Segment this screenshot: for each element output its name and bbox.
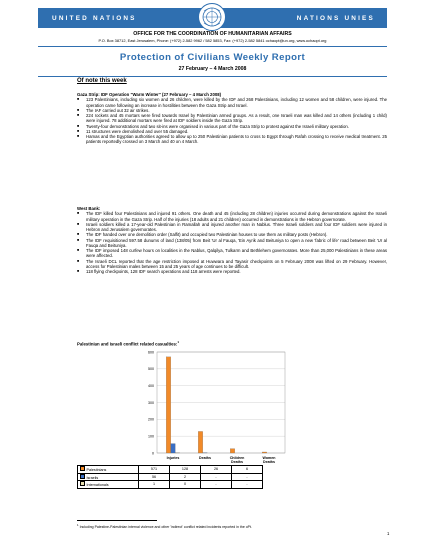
palestinians-swatch <box>80 466 85 471</box>
x-category-label: Deaths <box>231 460 243 465</box>
internationals-swatch <box>80 481 85 486</box>
series-name-internationals: Internationals <box>86 483 109 488</box>
table-cell: 2 <box>170 473 201 481</box>
gaza-bullet-list <box>77 97 387 144</box>
casualties-data-table <box>77 465 263 489</box>
westbank-lead: West Bank: <box>77 206 101 211</box>
y-tick-label: 500 <box>148 367 154 372</box>
footnote <box>77 523 387 529</box>
list-item: ■ The IAF carried out 32 air strikes. <box>77 108 387 113</box>
header-divider <box>38 46 387 47</box>
list-item: ■ The IDF killed four Palestinians and injured 91 others. One death and 45 (including 28 children) injuries occurred during demonstrations against the Israeli military operation in the Gaza Strip. Half of the injuries (18 adults and 21 children) occurred in demonstrations in the Hebron governorate. <box>77 211 387 222</box>
gaza-section <box>77 92 387 145</box>
y-tick-label: 300 <box>148 400 154 405</box>
table-cell: 128 <box>170 466 201 474</box>
office-name: OFFICE FOR THE COORDINATION OF HUMANITARIAN AFFAIRS <box>133 31 292 37</box>
chart-intro-footnote-ref: 1 <box>177 340 179 344</box>
x-category-label: Injuries <box>166 456 180 460</box>
footnote-text: Including Palestine-Palestinian internal violence and other 'indirect' conflict related incidents reported in the oPt. <box>79 525 252 530</box>
list-item: ■ The Israeli DCL reported that the age restriction imposed at Huwwara and Tayasir checkpoints on 5 February 2008 was lifted on 29 February. However, access for Palestinian males between 15 and 25 years of age continues to be difficult. <box>77 259 387 270</box>
westbank-section <box>77 206 387 274</box>
un-emblem-icon <box>198 3 226 31</box>
series-name-israelis: Israelis <box>86 475 99 480</box>
table-cell <box>78 466 139 474</box>
list-item: ■ The IDF imposed 148 curfew hours on localities in the Nablus, Qalqilya, Tulkarm and Bethlehem governorates. More than 25,000 Palestinians in these areas were affected. <box>77 248 387 259</box>
westbank-bullet-list <box>77 211 387 274</box>
y-tick-label: 0 <box>152 451 154 456</box>
list-item: ■ Twenty-four demonstrations and two sit-ins were organised in various part of the Gaza Strip to protest against the Israeli military operation. <box>77 124 387 129</box>
list-item: ■ Hamas and the Egyptian authorities agreed to allow up to 250 Palestinian patients to cross to Egypt through Rafah crossing to receive medical treatment. 25 patients reportedly crossed on 3 March and 40 on 4 March. <box>77 134 387 145</box>
office-address: P.O. Box 38712, East Jerusalem, Phone: (+972) 2-582 9962 / 582 5853, Fax: (+972) 2-582 5841 ochaopt@un.org, www.ochaopt.org <box>98 38 327 43</box>
un-name-french: NATIONS UNIES <box>296 15 375 22</box>
list-item: ■ 11 structures were demolished and over 55 damaged. <box>77 129 387 134</box>
bar <box>230 449 235 453</box>
table-row <box>78 473 263 481</box>
bar <box>198 431 203 453</box>
page-number: 1 <box>387 531 390 536</box>
y-tick-label: 100 <box>148 434 154 439</box>
bar <box>262 452 267 453</box>
table-cell: - <box>201 481 232 489</box>
table-row <box>78 481 263 489</box>
x-category-label: Deaths <box>263 460 275 465</box>
table-cell: 571 <box>139 466 170 474</box>
table-cell: - <box>232 473 263 481</box>
chart-intro <box>77 340 387 347</box>
israelis-swatch <box>80 474 85 479</box>
y-tick-label: 600 <box>148 350 154 355</box>
list-item: ■ 118 flying checkpoints, 128 IDF search operations and 118 arrests were reported. <box>77 269 387 274</box>
y-tick-label: 400 <box>148 383 154 388</box>
list-item: ■ The IDF handed over one demolition order (Salfit) and occupied two Palestinian houses to use them as military posts (Hebron). <box>77 232 387 237</box>
list-item: ■ The IDF requisitioned 597.58 dunums of land (138/05) from Beit 'Ur al Fauqa, 'Ein Ayrik and Beituniya to open a new 'fabric of life' road between Beit 'Ur al Fauqa and Beituniya. <box>77 238 387 249</box>
footnote-divider <box>77 520 157 521</box>
x-category-label: Deaths <box>199 456 211 460</box>
chart-intro-text: Palestinian and Israeli conflict related casualties: <box>77 341 178 347</box>
title-divider <box>38 76 387 77</box>
table-cell: 26 <box>201 466 232 474</box>
report-title: Protection of Civilians Weekly Report <box>119 52 306 63</box>
list-item: ■ 224 rockets and 45 mortars were fired towards Israel by Palestinian armed groups. As a result, one Israeli man was killed and 14 others (including 1 child) were injured. 78 additional mortars were fired at IDF soldiers inside the Gaza Strip. <box>77 113 387 124</box>
week-heading: Of note this week <box>77 78 127 84</box>
list-item: ■ 123 Palestinians, including six women and 26 children, were killed by the IDF and 268 Palestinians, including 12 women and 58 children, were injured. The operation came following an increase in hostilities between the Gaza Strip and Israel. <box>77 97 387 108</box>
x-category-label: Women <box>262 456 276 460</box>
gaza-lead: Gaza Strip: IDF Operation "Warm Winter" (27 February – 4 March 2008) <box>77 92 222 97</box>
y-tick-label: 200 <box>148 417 154 422</box>
table-row <box>78 466 263 474</box>
table-cell: 6 <box>232 466 263 474</box>
table-cell: 1 <box>139 481 170 489</box>
bar <box>166 357 171 453</box>
series-name-palestinians: Palestinians <box>86 468 107 473</box>
table-cell <box>78 481 139 489</box>
report-date-range: 27 February – 4 March 2008 <box>178 66 247 72</box>
table-cell: - <box>232 481 263 489</box>
bar <box>171 444 176 453</box>
x-category-label: Children <box>229 456 245 460</box>
table-cell: 56 <box>139 473 170 481</box>
table-cell: 0 <box>170 481 201 489</box>
list-item: ■ Israeli soldiers killed a 17-year-old Palestinian in Ramallah and injured another man in Nablus. Three Israeli soldiers and four IDF soldiers were injured in Hebron and Jerusalem governorates. <box>77 222 387 233</box>
table-cell <box>78 473 139 481</box>
footnote-ref: 1 <box>77 523 79 527</box>
table-cell: - <box>201 473 232 481</box>
un-name-english: UNITED NATIONS <box>52 15 137 22</box>
